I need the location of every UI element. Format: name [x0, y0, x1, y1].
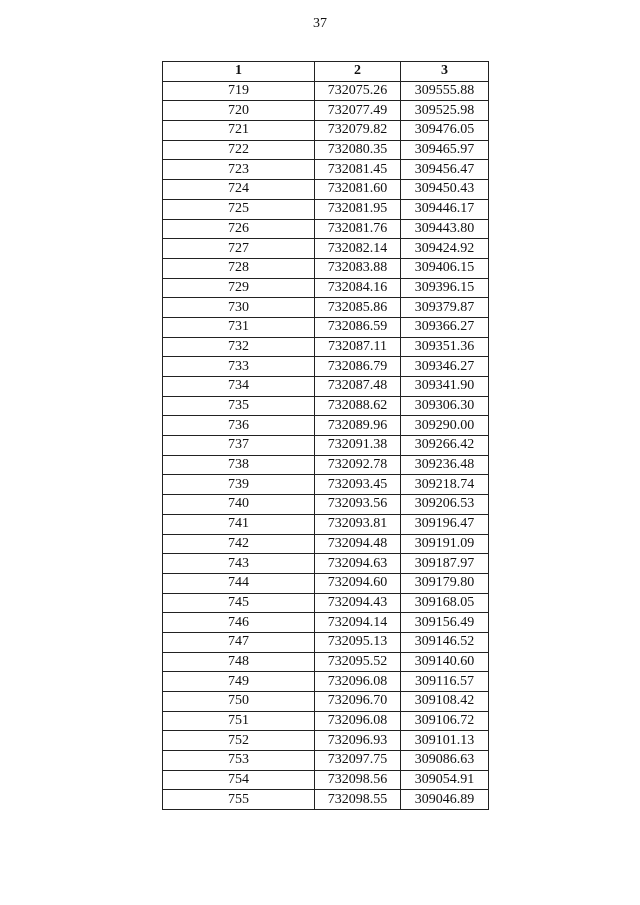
table-row — [163, 573, 489, 593]
x-coordinate-cell: 732075.26 — [315, 81, 401, 101]
x-coordinate-cell: 732080.35 — [315, 140, 401, 160]
point-number-cell: 754 — [163, 770, 315, 790]
table-row — [163, 613, 489, 633]
x-coordinate-cell: 732096.08 — [315, 672, 401, 692]
x-coordinate-cell: 732093.45 — [315, 475, 401, 495]
y-coordinate-cell: 309086.63 — [401, 751, 489, 771]
x-coordinate-cell: 732089.96 — [315, 416, 401, 436]
table-row — [163, 593, 489, 613]
y-coordinate-cell: 309218.74 — [401, 475, 489, 495]
point-number-cell: 740 — [163, 495, 315, 515]
x-coordinate-cell: 732081.76 — [315, 219, 401, 239]
coordinates-table — [162, 61, 489, 810]
table-row — [163, 377, 489, 397]
y-coordinate-cell: 309379.87 — [401, 298, 489, 318]
table-row — [163, 692, 489, 712]
table-row — [163, 239, 489, 259]
table-row — [163, 357, 489, 377]
table-row — [163, 731, 489, 751]
point-number-cell: 728 — [163, 258, 315, 278]
point-number-cell: 724 — [163, 180, 315, 200]
x-coordinate-cell: 732081.45 — [315, 160, 401, 180]
x-coordinate-cell: 732094.43 — [315, 593, 401, 613]
y-coordinate-cell: 309116.57 — [401, 672, 489, 692]
y-coordinate-cell: 309351.36 — [401, 337, 489, 357]
table-row — [163, 298, 489, 318]
point-number-cell: 734 — [163, 377, 315, 397]
x-coordinate-cell: 732098.56 — [315, 770, 401, 790]
y-coordinate-cell: 309187.97 — [401, 554, 489, 574]
point-number-cell: 745 — [163, 593, 315, 613]
point-number-cell: 755 — [163, 790, 315, 810]
point-number-cell: 733 — [163, 357, 315, 377]
table-row — [163, 416, 489, 436]
y-coordinate-cell: 309366.27 — [401, 317, 489, 337]
table-row — [163, 770, 489, 790]
point-number-cell: 742 — [163, 534, 315, 554]
x-coordinate-cell: 732097.75 — [315, 751, 401, 771]
table-row — [163, 652, 489, 672]
x-coordinate-cell: 732087.48 — [315, 377, 401, 397]
y-coordinate-cell: 309054.91 — [401, 770, 489, 790]
y-coordinate-cell: 309196.47 — [401, 514, 489, 534]
table-row — [163, 278, 489, 298]
table-row — [163, 672, 489, 692]
x-coordinate-cell: 732091.38 — [315, 436, 401, 456]
x-coordinate-cell: 732093.56 — [315, 495, 401, 515]
point-number-cell: 721 — [163, 121, 315, 141]
y-coordinate-cell: 309179.80 — [401, 573, 489, 593]
table-row — [163, 101, 489, 121]
table-row — [163, 711, 489, 731]
y-coordinate-cell: 309525.98 — [401, 101, 489, 121]
y-coordinate-cell: 309236.48 — [401, 455, 489, 475]
table-row — [163, 475, 489, 495]
table-header-row — [163, 62, 489, 82]
table-row — [163, 514, 489, 534]
y-coordinate-cell: 309306.30 — [401, 396, 489, 416]
table-row — [163, 258, 489, 278]
y-coordinate-cell: 309206.53 — [401, 495, 489, 515]
x-coordinate-cell: 732077.49 — [315, 101, 401, 121]
point-number-cell: 750 — [163, 692, 315, 712]
table-row — [163, 199, 489, 219]
point-number-cell: 751 — [163, 711, 315, 731]
point-number-cell: 727 — [163, 239, 315, 259]
x-coordinate-cell: 732083.88 — [315, 258, 401, 278]
x-coordinate-cell: 732087.11 — [315, 337, 401, 357]
x-coordinate-cell: 732092.78 — [315, 455, 401, 475]
table-row — [163, 317, 489, 337]
y-coordinate-cell: 309108.42 — [401, 692, 489, 712]
point-number-cell: 744 — [163, 573, 315, 593]
x-coordinate-cell: 732094.60 — [315, 573, 401, 593]
column-header-3: 3 — [401, 62, 489, 82]
point-number-cell: 726 — [163, 219, 315, 239]
point-number-cell: 746 — [163, 613, 315, 633]
table-row — [163, 160, 489, 180]
table-row — [163, 436, 489, 456]
point-number-cell: 736 — [163, 416, 315, 436]
x-coordinate-cell: 732084.16 — [315, 278, 401, 298]
x-coordinate-cell: 732081.60 — [315, 180, 401, 200]
y-coordinate-cell: 309450.43 — [401, 180, 489, 200]
point-number-cell: 743 — [163, 554, 315, 574]
x-coordinate-cell: 732096.70 — [315, 692, 401, 712]
y-coordinate-cell: 309140.60 — [401, 652, 489, 672]
y-coordinate-cell: 309476.05 — [401, 121, 489, 141]
table-row — [163, 534, 489, 554]
column-header-2: 2 — [315, 62, 401, 82]
table-body — [163, 81, 489, 809]
column-header-1: 1 — [163, 62, 315, 82]
point-number-cell: 732 — [163, 337, 315, 357]
x-coordinate-cell: 732096.08 — [315, 711, 401, 731]
y-coordinate-cell: 309456.47 — [401, 160, 489, 180]
x-coordinate-cell: 732095.13 — [315, 632, 401, 652]
x-coordinate-cell: 732082.14 — [315, 239, 401, 259]
y-coordinate-cell: 309465.97 — [401, 140, 489, 160]
point-number-cell: 729 — [163, 278, 315, 298]
y-coordinate-cell: 309101.13 — [401, 731, 489, 751]
y-coordinate-cell: 309424.92 — [401, 239, 489, 259]
point-number-cell: 725 — [163, 199, 315, 219]
point-number-cell: 753 — [163, 751, 315, 771]
table-row — [163, 396, 489, 416]
x-coordinate-cell: 732096.93 — [315, 731, 401, 751]
point-number-cell: 737 — [163, 436, 315, 456]
point-number-cell: 730 — [163, 298, 315, 318]
y-coordinate-cell: 309396.15 — [401, 278, 489, 298]
x-coordinate-cell: 732081.95 — [315, 199, 401, 219]
point-number-cell: 748 — [163, 652, 315, 672]
point-number-cell: 747 — [163, 632, 315, 652]
y-coordinate-cell: 309156.49 — [401, 613, 489, 633]
point-number-cell: 749 — [163, 672, 315, 692]
page-number: 37 — [313, 16, 327, 31]
point-number-cell: 720 — [163, 101, 315, 121]
point-number-cell: 752 — [163, 731, 315, 751]
x-coordinate-cell: 732088.62 — [315, 396, 401, 416]
table-row — [163, 180, 489, 200]
table-row — [163, 337, 489, 357]
table-row — [163, 81, 489, 101]
y-coordinate-cell: 309106.72 — [401, 711, 489, 731]
table-row — [163, 751, 489, 771]
table-row — [163, 790, 489, 810]
y-coordinate-cell: 309555.88 — [401, 81, 489, 101]
x-coordinate-cell: 732086.59 — [315, 317, 401, 337]
x-coordinate-cell: 732079.82 — [315, 121, 401, 141]
x-coordinate-cell: 732098.55 — [315, 790, 401, 810]
y-coordinate-cell: 309290.00 — [401, 416, 489, 436]
y-coordinate-cell: 309146.52 — [401, 632, 489, 652]
table-row — [163, 140, 489, 160]
point-number-cell: 731 — [163, 317, 315, 337]
point-number-cell: 723 — [163, 160, 315, 180]
point-number-cell: 735 — [163, 396, 315, 416]
y-coordinate-cell: 309046.89 — [401, 790, 489, 810]
x-coordinate-cell: 732093.81 — [315, 514, 401, 534]
x-coordinate-cell: 732085.86 — [315, 298, 401, 318]
table-row — [163, 495, 489, 515]
x-coordinate-cell: 732094.63 — [315, 554, 401, 574]
table-row — [163, 632, 489, 652]
x-coordinate-cell: 732086.79 — [315, 357, 401, 377]
x-coordinate-cell: 732095.52 — [315, 652, 401, 672]
table-row — [163, 455, 489, 475]
y-coordinate-cell: 309191.09 — [401, 534, 489, 554]
y-coordinate-cell: 309266.42 — [401, 436, 489, 456]
table-row — [163, 121, 489, 141]
point-number-cell: 741 — [163, 514, 315, 534]
x-coordinate-cell: 732094.14 — [315, 613, 401, 633]
y-coordinate-cell: 309346.27 — [401, 357, 489, 377]
y-coordinate-cell: 309406.15 — [401, 258, 489, 278]
point-number-cell: 719 — [163, 81, 315, 101]
y-coordinate-cell: 309341.90 — [401, 377, 489, 397]
y-coordinate-cell: 309443.80 — [401, 219, 489, 239]
point-number-cell: 722 — [163, 140, 315, 160]
table-row — [163, 219, 489, 239]
table-row — [163, 554, 489, 574]
y-coordinate-cell: 309168.05 — [401, 593, 489, 613]
x-coordinate-cell: 732094.48 — [315, 534, 401, 554]
point-number-cell: 738 — [163, 455, 315, 475]
point-number-cell: 739 — [163, 475, 315, 495]
y-coordinate-cell: 309446.17 — [401, 199, 489, 219]
